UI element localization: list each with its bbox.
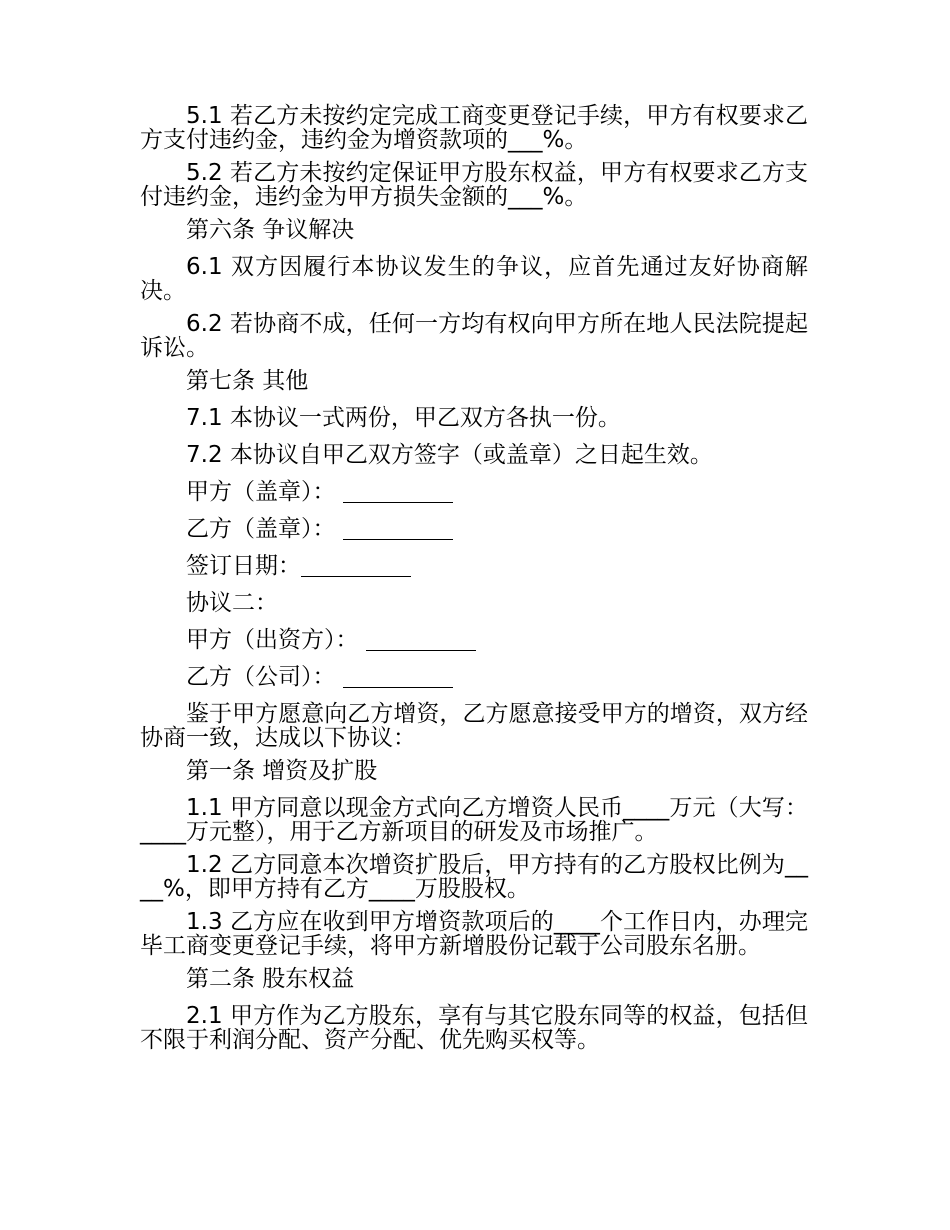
party-a-seal-line	[140, 480, 808, 504]
date-blank	[301, 556, 411, 577]
clause-1-2: 1.2 乙方同意本次增资扩股后，甲方持有的乙方股权比例为____%，即甲方持有乙方____万股股权。	[140, 852, 808, 902]
clause-1-1: 1.1 甲方同意以现金方式向乙方增资人民币____万元（大写：____万元整），用于乙方新项目的研发及市场推广。	[140, 795, 808, 845]
party-b-company-label: 乙方（公司）：	[186, 664, 336, 690]
clause-5-1: 5.1 若乙方未按约定完成工商变更登记手续，甲方有权要求乙方支付违约金，违约金为增资款项的___%。	[140, 103, 808, 153]
party-a-investor-label: 甲方（出资方）：	[186, 627, 359, 653]
agreement-2-heading: 协议二：	[186, 590, 278, 616]
clause-1-3: 1.3 乙方应在收到甲方增资款项后的____个工作日内，办理完毕工商变更登记手续，将甲方新增股份记载于公司股东名册。	[140, 909, 808, 959]
article-6-heading: 第六条 争议解决	[186, 217, 355, 243]
document-page	[140, 104, 808, 1061]
clause-6-2: 6.2 若协商不成，任何一方均有权向甲方所在地人民法院提起诉讼。	[140, 311, 808, 361]
party-a-seal-label: 甲方（盖章）：	[186, 479, 336, 505]
clause-7-1: 7.1 本协议一式两份，甲乙双方各执一份。	[186, 405, 621, 431]
article-2-heading: 第二条 股东权益	[186, 966, 355, 992]
article-1-heading: 第一条 增资及扩股	[186, 758, 378, 784]
party-a-investor-line	[140, 628, 808, 652]
party-b-seal-label: 乙方（盖章）：	[186, 516, 336, 542]
clause-2-1: 2.1 甲方作为乙方股东，享有与其它股东同等的权益，包括但不限于利润分配、资产分配、优先购买权等。	[140, 1003, 808, 1053]
clause-7-2: 7.2 本协议自甲乙双方签字（或盖章）之日起生效。	[186, 442, 713, 468]
name-blank	[366, 630, 476, 651]
signature-blank	[343, 519, 453, 540]
signature-blank	[343, 482, 453, 503]
article-7-heading: 第七条 其他	[186, 368, 309, 394]
sign-date-line	[140, 554, 808, 578]
name-blank	[343, 667, 453, 688]
party-b-seal-line	[140, 517, 808, 541]
clause-6-1: 6.1 双方因履行本协议发生的争议，应首先通过友好协商解决。	[140, 254, 808, 304]
party-b-company-line	[140, 665, 808, 689]
sign-date-label: 签订日期：	[186, 553, 301, 579]
clause-5-2: 5.2 若乙方未按约定保证甲方股东权益，甲方有权要求乙方支付违约金，违约金为甲方损失金额的___%。	[140, 160, 808, 210]
preamble: 鉴于甲方愿意向乙方增资，乙方愿意接受甲方的增资，双方经协商一致，达成以下协议：	[140, 701, 808, 751]
